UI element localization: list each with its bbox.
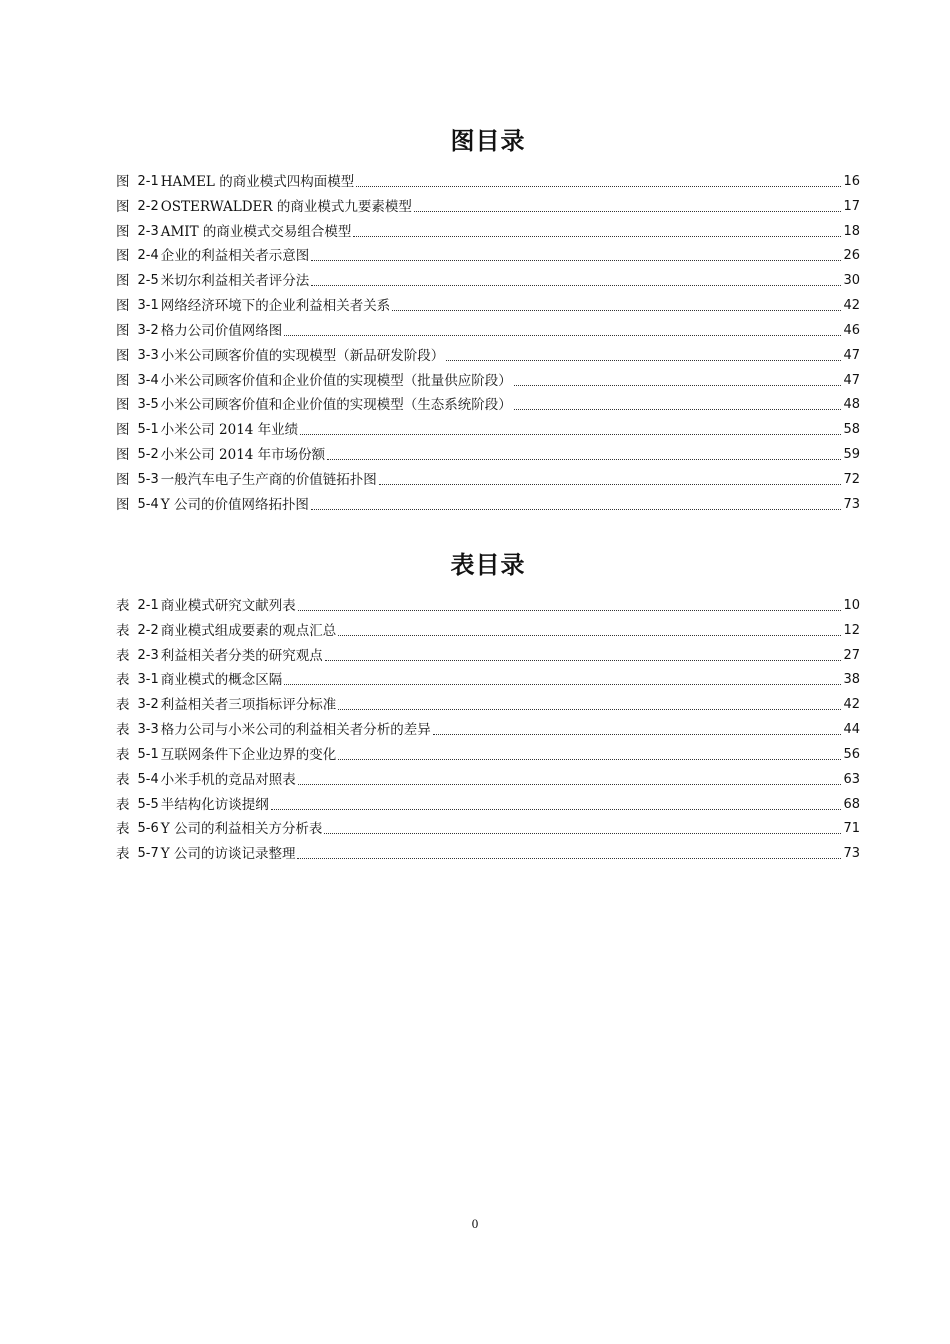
table-entry[interactable] xyxy=(116,739,860,764)
table-entry[interactable] xyxy=(116,714,860,739)
table-entry-title: 商业模式研究文献列表 xyxy=(160,597,296,614)
figure-entry[interactable] xyxy=(116,390,860,415)
table-entry-number: 5-5 xyxy=(137,796,159,812)
figure-entry-prefix: 图 xyxy=(116,397,130,414)
figure-entry-number: 3-1 xyxy=(137,298,159,314)
table-entry-title: 商业模式组成要素的观点汇总 xyxy=(160,622,337,639)
figure-entry-number: 2-5 xyxy=(137,273,159,289)
table-entry-page: 42 xyxy=(843,697,860,713)
table-entry-leader-dots xyxy=(284,670,841,685)
figure-entry-page: 72 xyxy=(843,471,860,487)
table-entry-prefix: 表 xyxy=(116,796,130,813)
figure-entry-prefix: 图 xyxy=(116,447,130,464)
figure-entry-page: 73 xyxy=(843,496,860,512)
figure-entry[interactable] xyxy=(116,365,860,390)
figure-entry-number: 5-2 xyxy=(137,447,159,463)
table-entry-page: 68 xyxy=(843,796,860,812)
figure-entry-prefix: 图 xyxy=(116,322,130,339)
table-entry-number: 2-2 xyxy=(137,622,159,638)
figure-entry-leader-dots xyxy=(392,296,841,311)
figure-entry[interactable] xyxy=(116,265,860,290)
figure-entry[interactable] xyxy=(116,489,860,514)
table-entry-title: 利益相关者三项指标评分标准 xyxy=(160,697,337,714)
table-entry-leader-dots xyxy=(338,621,841,636)
figure-entry-prefix: 图 xyxy=(116,347,130,364)
figure-entry-number: 2-1 xyxy=(137,173,159,189)
table-entry-number: 5-6 xyxy=(137,821,159,837)
figure-entry-title: OSTERWALDER 的商业模式九要素模型 xyxy=(160,198,412,215)
figure-entry-page: 48 xyxy=(843,397,860,413)
figure-entry-title: 网络经济环境下的企业利益相关者关系 xyxy=(160,298,391,315)
figure-entry-title: Y 公司的价值网络拓扑图 xyxy=(160,496,309,513)
figure-entry-leader-dots xyxy=(353,222,841,237)
table-entry-page: 73 xyxy=(843,846,860,862)
figure-entry-prefix: 图 xyxy=(116,422,130,439)
figure-entry-prefix: 图 xyxy=(116,198,130,215)
table-entry[interactable] xyxy=(116,789,860,814)
table-entry-page: 27 xyxy=(843,647,860,663)
figure-entry-title: 米切尔利益相关者评分法 xyxy=(160,273,310,290)
table-entry-page: 12 xyxy=(843,622,860,638)
figure-entry[interactable] xyxy=(116,216,860,241)
figure-entry-page: 58 xyxy=(843,422,860,438)
figure-entry-page: 18 xyxy=(843,223,860,239)
figure-list-section xyxy=(116,124,860,514)
figure-entry-number: 3-5 xyxy=(137,397,159,413)
table-entry-page: 44 xyxy=(843,722,860,738)
table-entry-leader-dots xyxy=(271,795,842,810)
figure-entry-title: 小米公司顾客价值和企业价值的实现模型（批量供应阶段） xyxy=(160,372,512,389)
table-entry-title: 格力公司与小米公司的利益相关者分析的差异 xyxy=(160,722,431,739)
table-entry-prefix: 表 xyxy=(116,821,130,838)
figure-entry-number: 2-2 xyxy=(137,198,159,214)
table-entry-number: 2-1 xyxy=(137,597,159,613)
figure-entry[interactable] xyxy=(116,191,860,216)
table-entry-prefix: 表 xyxy=(116,697,130,714)
figure-entry[interactable] xyxy=(116,340,860,365)
figure-entry-title: 一般汽车电子生产商的价值链拓扑图 xyxy=(160,471,377,488)
table-entry-title: 互联网条件下企业边界的变化 xyxy=(160,746,337,763)
figure-entry[interactable] xyxy=(116,315,860,340)
figure-entry-page: 26 xyxy=(843,248,860,264)
figure-entry-leader-dots xyxy=(414,197,842,212)
table-entry-prefix: 表 xyxy=(116,647,130,664)
table-entry-number: 3-2 xyxy=(137,697,159,713)
figure-toc-list xyxy=(116,166,860,514)
table-entry-title: Y 公司的访谈记录整理 xyxy=(160,846,296,863)
table-entry-page: 56 xyxy=(843,746,860,762)
figure-entry-prefix: 图 xyxy=(116,471,130,488)
figure-entry-page: 47 xyxy=(843,347,860,363)
figure-entry-number: 3-3 xyxy=(137,347,159,363)
table-entry-page: 38 xyxy=(843,672,860,688)
figure-entry[interactable] xyxy=(116,166,860,191)
figure-entry-leader-dots xyxy=(379,470,842,485)
table-entry-prefix: 表 xyxy=(116,672,130,689)
table-entry-prefix: 表 xyxy=(116,722,130,739)
figure-entry-number: 5-1 xyxy=(137,422,159,438)
figure-entry-number: 3-2 xyxy=(137,322,159,338)
figure-entry-prefix: 图 xyxy=(116,372,130,389)
figure-entry-page: 30 xyxy=(843,273,860,289)
table-entry-leader-dots xyxy=(338,695,841,710)
figure-entry-number: 5-3 xyxy=(137,471,159,487)
table-entry-leader-dots xyxy=(433,720,842,735)
figure-entry-number: 2-4 xyxy=(137,248,159,264)
table-entry[interactable] xyxy=(116,640,860,665)
figure-entry-page: 47 xyxy=(843,372,860,388)
table-entry-page: 71 xyxy=(843,821,860,837)
figure-entry[interactable] xyxy=(116,241,860,266)
table-entry-leader-dots xyxy=(325,646,842,661)
table-entry[interactable] xyxy=(116,590,860,615)
table-entry-prefix: 表 xyxy=(116,622,130,639)
figure-entry-leader-dots xyxy=(514,395,842,410)
table-entry-title: 利益相关者分类的研究观点 xyxy=(160,647,323,664)
figure-entry-leader-dots xyxy=(514,371,842,386)
table-entry-number: 3-1 xyxy=(137,672,159,688)
figure-entry-prefix: 图 xyxy=(116,273,130,290)
figure-entry-leader-dots xyxy=(356,172,841,187)
figure-entry-leader-dots xyxy=(284,321,841,336)
figure-entry-leader-dots xyxy=(300,420,841,435)
figure-entry-title: 格力公司价值网络图 xyxy=(160,322,283,339)
table-list-section xyxy=(116,548,860,863)
figure-entry-prefix: 图 xyxy=(116,248,130,265)
figure-entry-leader-dots xyxy=(311,495,842,510)
table-entry[interactable] xyxy=(116,665,860,690)
table-entry-number: 3-3 xyxy=(137,722,159,738)
page-number: 0 xyxy=(471,1216,479,1231)
figure-entry[interactable] xyxy=(116,290,860,315)
figure-entry-number: 2-3 xyxy=(137,223,159,239)
table-entry-prefix: 表 xyxy=(116,746,130,763)
figure-entry-number: 3-4 xyxy=(137,372,159,388)
figure-entry[interactable] xyxy=(116,439,860,464)
table-entry-leader-dots xyxy=(297,844,841,859)
figure-entry-leader-dots xyxy=(446,346,841,361)
table-entry[interactable] xyxy=(116,814,860,839)
figure-entry-title: AMIT 的商业模式交易组合模型 xyxy=(160,223,352,240)
table-list-title: 表目录 xyxy=(450,550,526,579)
table-entry-number: 5-7 xyxy=(137,846,159,862)
figure-entry-title: 小米公司顾客价值和企业价值的实现模型（生态系统阶段） xyxy=(160,397,512,414)
figure-entry-prefix: 图 xyxy=(116,496,130,513)
table-entry-number: 2-3 xyxy=(137,647,159,663)
figure-entry-page: 16 xyxy=(843,173,860,189)
table-entry[interactable] xyxy=(116,764,860,789)
table-entry-leader-dots xyxy=(338,745,841,760)
table-entry-page: 10 xyxy=(843,597,860,613)
table-entry-prefix: 表 xyxy=(116,771,130,788)
figure-entry-number: 5-4 xyxy=(137,496,159,512)
table-entry-title: 半结构化访谈提纲 xyxy=(160,796,269,813)
figure-entry-page: 42 xyxy=(843,298,860,314)
table-entry-title: 商业模式的概念区隔 xyxy=(160,672,283,689)
table-entry-title: Y 公司的利益相关方分析表 xyxy=(160,821,323,838)
figure-entry[interactable] xyxy=(116,414,860,439)
figure-entry-title: 企业的利益相关者示意图 xyxy=(160,248,310,265)
table-entry[interactable] xyxy=(116,615,860,640)
table-entry-leader-dots xyxy=(298,596,842,611)
table-entry-leader-dots xyxy=(298,770,842,785)
table-entry-leader-dots xyxy=(324,819,841,834)
figure-entry-prefix: 图 xyxy=(116,223,130,240)
figure-entry-title: 小米公司 2014 年业绩 xyxy=(160,422,299,439)
figure-list-title: 图目录 xyxy=(450,126,526,155)
figure-entry-page: 46 xyxy=(843,322,860,338)
table-entry[interactable] xyxy=(116,838,860,863)
table-entry-page: 63 xyxy=(843,771,860,787)
figure-entry-leader-dots xyxy=(311,246,841,261)
table-entry-number: 5-4 xyxy=(137,771,159,787)
table-entry-prefix: 表 xyxy=(116,597,130,614)
figure-entry-title: 小米公司顾客价值的实现模型（新品研发阶段） xyxy=(160,347,445,364)
figure-entry[interactable] xyxy=(116,464,860,489)
table-entry-prefix: 表 xyxy=(116,846,130,863)
figure-entry-prefix: 图 xyxy=(116,173,130,190)
table-entry-title: 小米手机的竞品对照表 xyxy=(160,771,296,788)
table-entry[interactable] xyxy=(116,689,860,714)
table-toc-list xyxy=(116,590,860,863)
figure-entry-page: 17 xyxy=(843,198,860,214)
figure-entry-leader-dots xyxy=(311,271,841,286)
table-entry-number: 5-1 xyxy=(137,746,159,762)
figure-entry-prefix: 图 xyxy=(116,298,130,315)
figure-entry-leader-dots xyxy=(327,445,841,460)
figure-entry-title: 小米公司 2014 年市场份额 xyxy=(160,447,326,464)
figure-entry-title: HAMEL 的商业模式四构面模型 xyxy=(160,173,355,190)
figure-entry-page: 59 xyxy=(843,447,860,463)
